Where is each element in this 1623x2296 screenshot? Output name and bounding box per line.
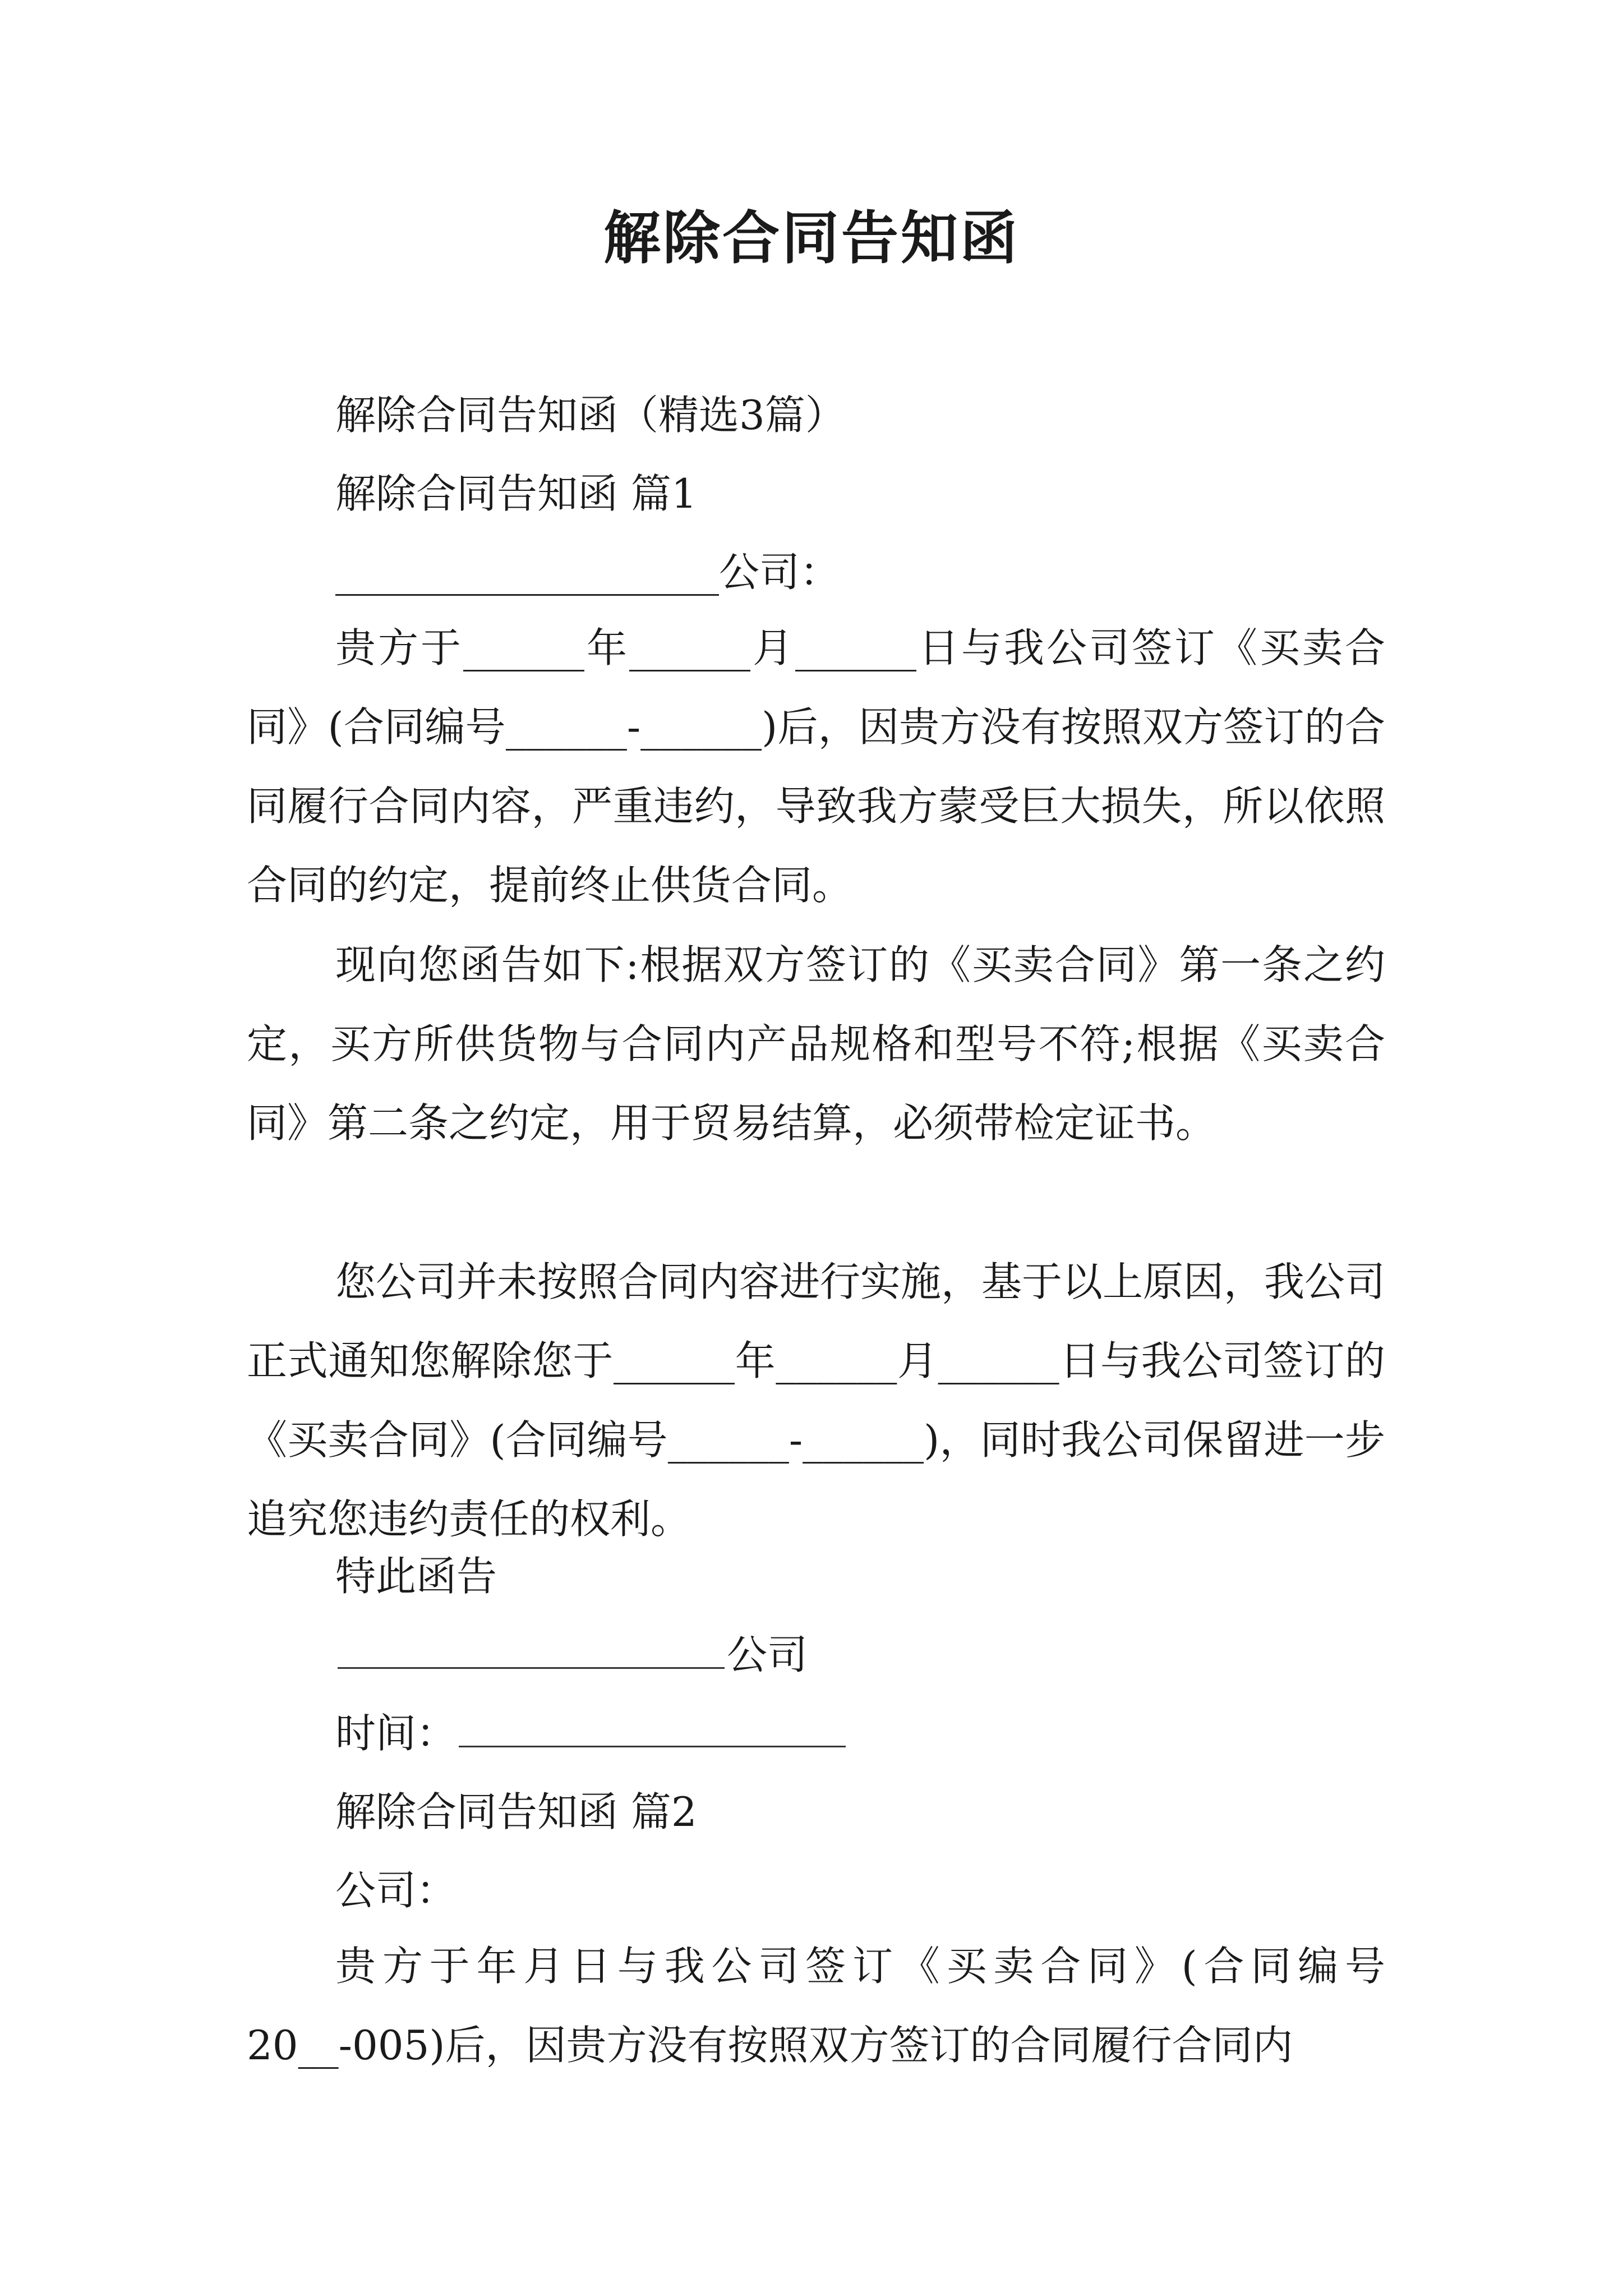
part1-closing: 特此函告 (335, 1553, 497, 1600)
part1-date (335, 1705, 848, 1761)
part2-addressee: 公司： (335, 1867, 457, 1914)
part1-paragraph-2: 现向您函告如下:根据双方签订的《买卖合同》第一条之约定，买方所供货物与合同内产品规格和型号不符;根据《买卖合同》第二条之约定，用于贸易结算，必须带检定证书。 (247, 941, 1385, 1147)
document-subtitle: 解除合同告知函（精选3篇） (335, 392, 846, 439)
part1-paragraph-3: 您公司并未按照合同内容进行实施，基于以上原因，我公司正式通知您解除您于______年______月______日与我公司签订的《买卖合同》(合同编号______-______)，同时我公司保留进一步追究您违约责任的权利。 (247, 1258, 1386, 1543)
part2-heading: 解除合同告知函 篇2 (335, 1788, 697, 1835)
signature-suffix: 公司 (727, 1631, 808, 1678)
date-label: 时间： (335, 1710, 457, 1757)
part1-paragraph-1: 贵方于______年______月______日与我公司签订《买卖合同》(合同编号______-______)后，因贵方没有按照双方签订的合同履行合同内容，严重违约，导致我方蒙受巨大损失，所以依照合同的约定，提前终止供货合同。 (247, 624, 1385, 909)
signature-blank (338, 1628, 725, 1669)
document-title: 解除合同告知函 (603, 205, 1020, 272)
part1-addressee: ___________________公司： (335, 549, 841, 596)
part1-signature (335, 1627, 808, 1683)
date-blank (459, 1706, 846, 1747)
part1-heading: 解除合同告知函 篇1 (335, 470, 697, 517)
part2-paragraph-1: 贵方于年月日与我公司签订《买卖合同》(合同编号20__-005)后，因贵方没有按照双方签订的合同履行合同内 (247, 1943, 1385, 2069)
